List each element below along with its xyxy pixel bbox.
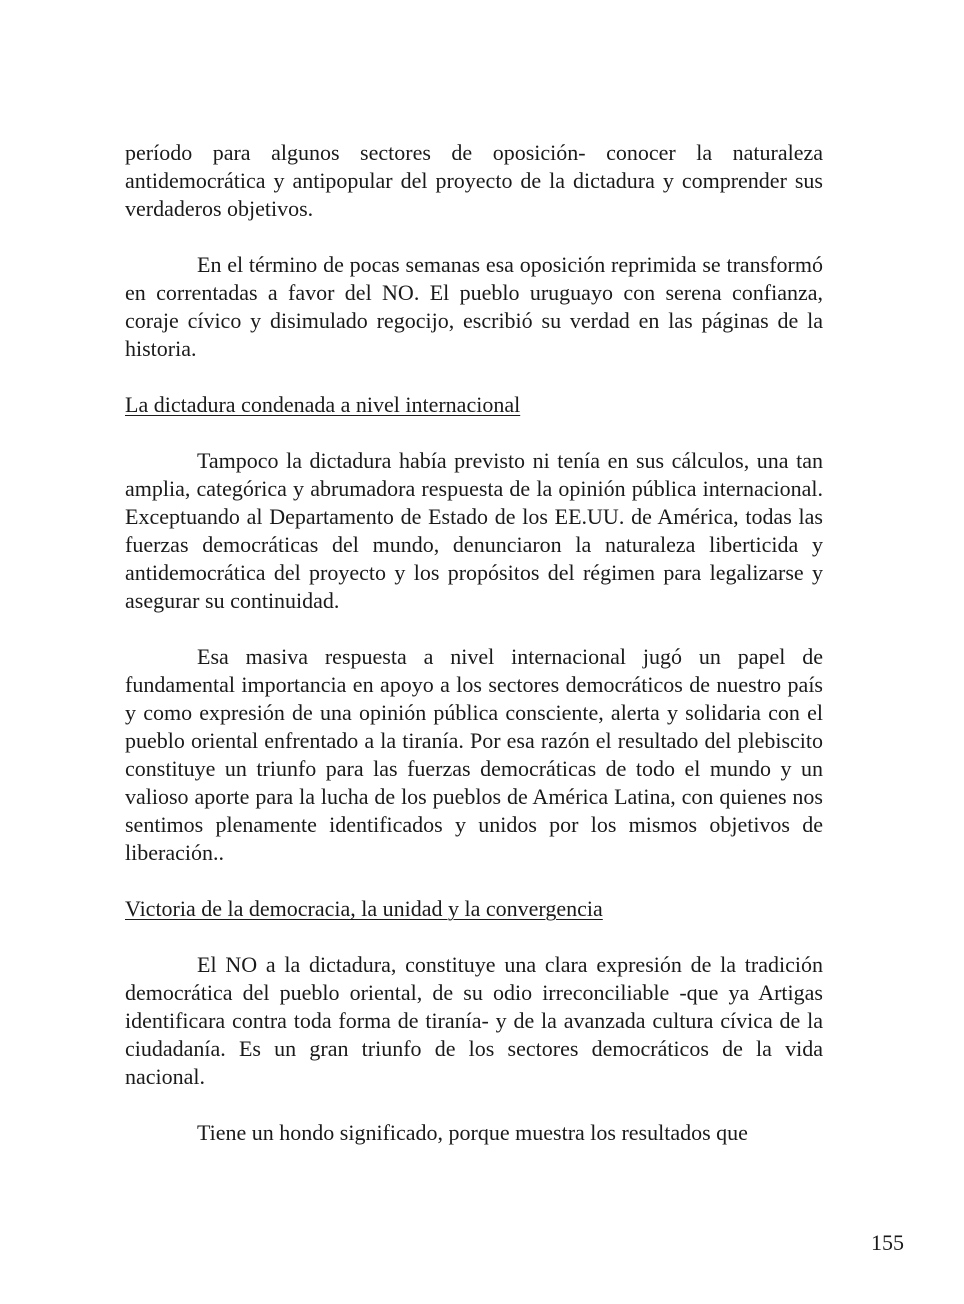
paragraph-massive-response: Esa masiva respuesta a nivel internacional jugó un papel de fundamental importancia en apoyo a los sectores democráticos de nuestro país y como expresión de una opinión pública consciente, alerta y solidaria con el pueblo oriental enfrentado a la tiranía. Por esa razón el resultado del plebiscito constituye un triunfo para las fuerzas democráticas de todo el mundo y un valioso aporte para la lucha de los pueblos de América Latina, con quienes nos sentimos plenamente identificados y unidos por los mismos objetivos de liberación.. [125, 644, 823, 865]
paragraph-international-response: Tampoco la dictadura había previsto ni tenía en sus cálculos, una tan amplia, categórica y abrumadora respuesta de la opinión pública internacional. Exceptuando al Departamento de Estado de los EE.UU. de América, todas las fuerzas democráticas del mundo, denunciaron la naturaleza liberticida y antidemocrática del proyecto y los propósitos del régimen para legalizarse y asegurar su continuidad. [125, 448, 823, 613]
page-number: 155 [871, 1230, 904, 1255]
paragraph-continuation: período para algunos sectores de oposición- conocer la naturaleza antidemocrática y antipopular del proyecto de la dictadura y comprender sus verdaderos objetivos. [125, 140, 823, 221]
page-body [125, 139, 823, 1147]
section-heading-victory: Victoria de la democracia, la unidad y la convergencia [125, 896, 603, 921]
paragraph-opposition: En el término de pocas semanas esa oposición reprimida se transformó en correntadas a favor del NO. El pueblo uruguayo con serena confianza, coraje cívico y disimulado regocijo, escribió su verdad en las páginas de la historia. [125, 252, 823, 361]
paragraph-significance: Tiene un hondo significado, porque muestra los resultados que [197, 1120, 748, 1145]
paragraph-no-dictatorship: El NO a la dictadura, constituye una clara expresión de la tradición democrática del pueblo oriental, de su odio irreconciliable -que ya Artigas identificara contra toda forma de tiranía- y de la avanzada cultura cívica de la ciudadanía. Es un gran triunfo de los sectores democráticos de la vida nacional. [125, 952, 823, 1089]
section-heading-international: La dictadura condenada a nivel internacional [125, 392, 521, 417]
